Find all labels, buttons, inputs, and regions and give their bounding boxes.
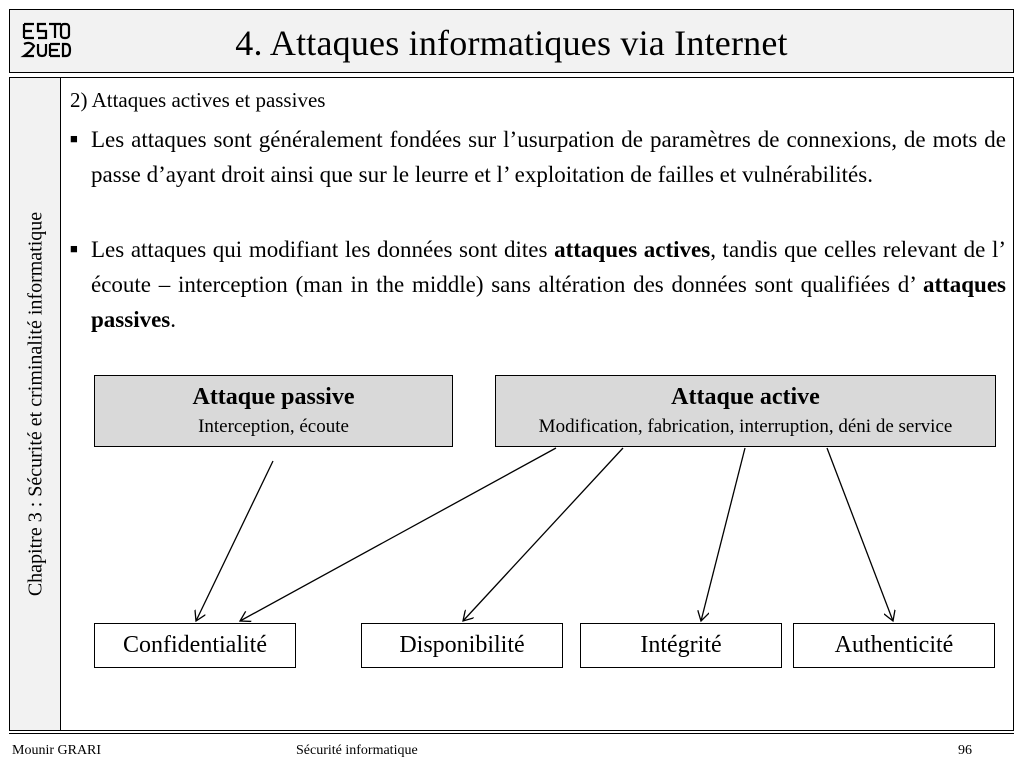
arrow-active-to-confidentialite (240, 448, 556, 621)
section-subtitle: 2) Attaques actives et passives (70, 88, 326, 112)
arrow-active-to-disponibilite (463, 448, 623, 621)
active-attack-title: Attaque active (671, 384, 820, 410)
passive-attack-title: Attaque passive (192, 384, 355, 410)
target-disponibilite: Disponibilité (361, 623, 563, 668)
passive-attack-subtitle: Interception, écoute (198, 416, 349, 437)
arrow-active-to-integrite (701, 448, 745, 621)
bullet-text-part: . (170, 307, 176, 332)
footer-divider (9, 733, 1014, 734)
target-integrite: Intégrité (580, 623, 782, 668)
active-attack-subtitle: Modification, fabrication, interruption, déni de service (538, 416, 953, 437)
arrow-active-to-authenticite (827, 448, 893, 621)
footer-author: Mounir GRARI (12, 743, 102, 758)
bullet-text-part: Les attaques qui modifiant les données sont dites (91, 237, 555, 262)
bullet-text: Les attaques sont généralement fondées sur l’usurpation de paramètres de connexions, de mots de passe d’ayant droit ainsi que sur le leurre et l’ exploitation de failles et vulnérabilités. (91, 127, 1006, 187)
bullet-square-icon: ■ (70, 131, 78, 146)
bullet-text-part: , tandis que celles relevant de l’ écoute – interception (man in the middle) sans altération des données sont qualifiées d’ (91, 237, 1007, 297)
bold-term: attaques passives (91, 272, 1006, 332)
target-authenticite: Authenticité (793, 623, 995, 668)
target-confidentialite: Confidentialité (94, 623, 296, 668)
footer-page-number: 96 (958, 743, 972, 758)
arrow-passive-to-confidentialite (196, 461, 273, 621)
slide-title: 4. Attaques informatiques via Internet (235, 23, 788, 63)
chapter-label: Chapitre 3 : Sécurité et criminalité informatique (24, 211, 47, 597)
footer-course: Sécurité informatique (296, 743, 418, 758)
bold-term: attaques actives (554, 237, 711, 262)
bullet-square-icon: ■ (70, 241, 78, 256)
